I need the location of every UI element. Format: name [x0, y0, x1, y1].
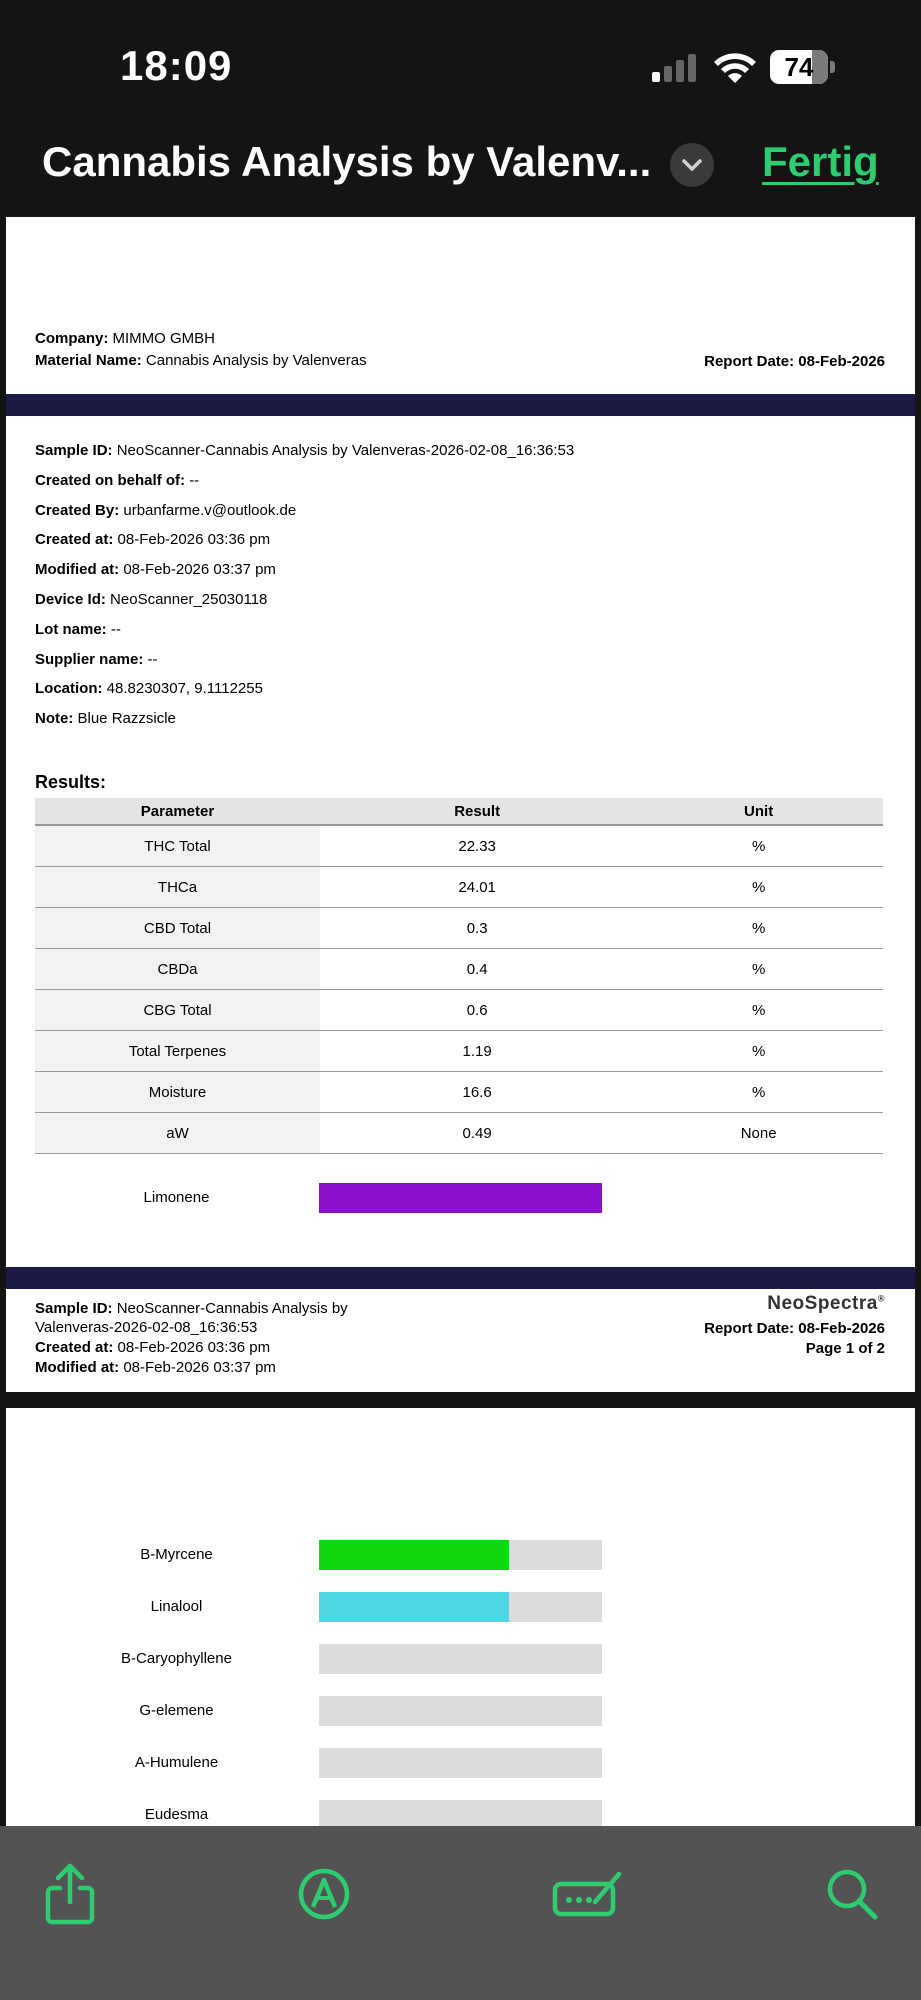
document-title[interactable]: Cannabis Analysis by Valenv...	[42, 138, 652, 185]
table-row	[35, 949, 883, 990]
table-cell: CBDa	[35, 949, 320, 990]
page-number: Page 1 of 2	[805, 1340, 885, 1357]
table-cell: 24.01	[320, 867, 634, 908]
table-row	[35, 908, 883, 949]
neospectra-logo: NeoSpectra®	[767, 1293, 885, 1314]
header-divider	[6, 394, 915, 416]
footer-divider	[6, 1267, 915, 1289]
battery-icon	[770, 50, 836, 84]
table-cell: %	[634, 867, 883, 908]
signal-icon	[652, 52, 700, 82]
results-table	[35, 798, 883, 1154]
sample-field: Device Id: NeoScanner_25030118	[35, 591, 268, 608]
table-cell: Total Terpenes	[35, 1031, 320, 1072]
table-cell: None	[634, 1113, 883, 1154]
table-cell: CBG Total	[35, 990, 320, 1031]
table-cell: Moisture	[35, 1072, 320, 1113]
footer-modified: Modified at: 08-Feb-2026 03:37 pm	[35, 1359, 276, 1376]
report-date: Report Date: 08-Feb-2026	[704, 353, 885, 370]
material-line: Material Name: Cannabis Analysis by Valenveras	[35, 352, 367, 369]
table-cell: %	[634, 1031, 883, 1072]
terpene-name: B-Caryophyllene	[121, 1650, 232, 1667]
sample-field: Modified at: 08-Feb-2026 03:37 pm	[35, 561, 276, 579]
terpene-name: B-Myrcene	[140, 1546, 213, 1563]
table-row	[35, 990, 883, 1031]
footer-sample-id: Sample ID: NeoScanner-Cannabis Analysis by	[35, 1300, 348, 1317]
terpene-bar-track	[319, 1183, 602, 1213]
sample-field: Created By: urbanfarme.v@outlook.de	[35, 501, 297, 519]
table-cell: %	[634, 825, 883, 867]
table-cell: aW	[35, 1113, 320, 1154]
table-row	[35, 1072, 883, 1113]
terpene-name: Linalool	[150, 1598, 203, 1615]
table-cell: 1.19	[320, 1031, 634, 1072]
results-title: Results:	[35, 772, 107, 792]
column-header: Unit	[634, 798, 883, 825]
terpene-row	[6, 1644, 915, 1674]
terpene-bar	[319, 1183, 602, 1213]
terpene-bar-track	[319, 1644, 602, 1674]
table-row	[35, 1113, 883, 1154]
table-cell: THCa	[35, 867, 320, 908]
chevron-down-icon	[681, 158, 703, 172]
share-icon[interactable]	[30, 1854, 110, 1934]
bottom-toolbar	[0, 1826, 921, 2000]
terpene-row	[6, 1183, 915, 1213]
company-line: Company: MIMMO GMBH	[35, 330, 216, 347]
sample-field: Created on behalf of: --	[35, 471, 200, 489]
terpene-row	[6, 1696, 915, 1726]
battery-level: 74	[784, 52, 814, 82]
sample-field: Lot name: --	[35, 620, 121, 638]
table-cell: CBD Total	[35, 908, 320, 949]
terpene-bar	[319, 1540, 509, 1570]
table-row	[35, 825, 883, 867]
terpene-name: Limonene	[143, 1189, 210, 1206]
markup-icon[interactable]	[284, 1854, 364, 1934]
material-value: Cannabis Analysis by Valenveras	[145, 352, 367, 369]
column-header: Parameter	[35, 798, 320, 825]
table-cell: 0.3	[320, 908, 634, 949]
column-header: Result	[320, 798, 634, 825]
table-row	[35, 867, 883, 908]
table-cell: 22.33	[320, 825, 634, 867]
sample-field: Created at: 08-Feb-2026 03:36 pm	[35, 531, 271, 549]
pdf-page-2	[6, 1408, 915, 1828]
company-value: MIMMO GMBH	[112, 330, 216, 347]
terpene-row	[6, 1592, 915, 1622]
done-button[interactable]: Fertig	[762, 138, 879, 185]
terpene-name: A-Humulene	[134, 1754, 219, 1771]
table-cell: 0.6	[320, 990, 634, 1031]
table-cell: THC Total	[35, 825, 320, 867]
sample-field: Note: Blue Razzsicle	[35, 710, 176, 728]
table-cell: %	[634, 908, 883, 949]
table-cell: 16.6	[320, 1072, 634, 1113]
terpene-bar	[319, 1592, 509, 1622]
table-row	[35, 1031, 883, 1072]
footer-created: Created at: 08-Feb-2026 03:36 pm	[35, 1339, 271, 1356]
terpene-bar-track	[319, 1748, 602, 1778]
title-menu-button[interactable]	[670, 143, 714, 187]
footer-report-date: Report Date: 08-Feb-2026	[704, 1320, 885, 1337]
table-cell: 0.4	[320, 949, 634, 990]
table-cell: 0.49	[320, 1113, 634, 1154]
table-cell: %	[634, 1072, 883, 1113]
terpene-bar-track	[319, 1540, 602, 1570]
terpene-name: G-elemene	[139, 1702, 214, 1719]
signature-icon[interactable]	[548, 1854, 628, 1934]
footer-sample-id-cont: Valenveras-2026-02-08_16:36:53	[35, 1319, 258, 1336]
table-cell: %	[634, 990, 883, 1031]
terpene-bar-track	[319, 1592, 602, 1622]
terpene-bar-track	[319, 1696, 602, 1726]
pdf-page-1	[6, 217, 915, 1392]
terpene-row	[6, 1540, 915, 1570]
sample-field: Sample ID: NeoScanner-Cannabis Analysis by Valenveras-2026-02-08_16:36:53	[35, 442, 575, 459]
wifi-icon	[713, 50, 757, 84]
table-cell: %	[634, 949, 883, 990]
terpene-name: Eudesma	[144, 1806, 209, 1823]
terpene-row	[6, 1748, 915, 1778]
search-icon[interactable]	[812, 1854, 892, 1934]
status-time: 18:09	[120, 42, 233, 89]
sample-field: Supplier name: --	[35, 650, 158, 668]
sample-field: Location: 48.8230307, 9.1112255	[35, 680, 263, 698]
